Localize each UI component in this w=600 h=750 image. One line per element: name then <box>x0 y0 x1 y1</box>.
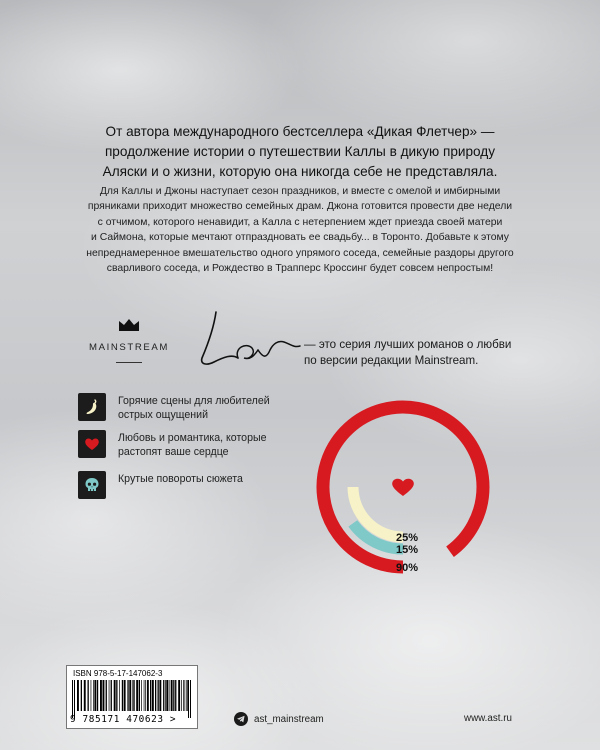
barcode-bar <box>178 680 180 711</box>
barcode-digits: 9 785171 470623 > <box>70 714 177 725</box>
barcode-bar <box>166 680 168 711</box>
synopsis-line: и Саймона, которые мечтают отпраздновать ее свадьбу... в Торонто. Добавьте к этому <box>91 232 509 244</box>
legend-item-hot <box>78 393 318 422</box>
lead-line: продолжение истории о путешествии Каллы в дикую природу <box>104 144 496 159</box>
ring-value-label: 25% <box>395 532 419 544</box>
barcode-bar <box>169 680 170 711</box>
isbn-text: ISBN 978-5-17-147062-3 <box>73 669 163 678</box>
lav-script-logo <box>194 300 304 370</box>
barcode-bar <box>74 680 75 718</box>
barcode-bar <box>155 680 156 711</box>
barcode-bar <box>139 680 140 711</box>
lead-line: От автора международного бестселлера «Дикая Флетчер» — <box>105 124 495 139</box>
barcode-bar <box>141 680 142 711</box>
synopsis-line: сварливого соседа, и Рождество в Трапперс Кроссинг будет совсем непростым! <box>106 263 494 275</box>
barcode-bar <box>171 680 173 711</box>
telegram-link[interactable] <box>234 712 324 726</box>
barcode-bar <box>173 680 174 711</box>
barcode-bar <box>129 680 131 711</box>
barcode-bar <box>186 680 187 711</box>
lead-line: Аляски и о жизни, которую она никогда себе не представляла. <box>102 164 498 179</box>
isbn-barcode <box>66 665 198 729</box>
barcode-bar <box>152 680 154 711</box>
brand-name: MAINSTREAM <box>89 342 169 353</box>
barcode-bar <box>147 680 149 711</box>
barcode-bar <box>91 680 92 711</box>
barcode-bar <box>181 680 182 711</box>
barcode-bar <box>124 680 126 711</box>
synopsis-paragraph <box>58 184 542 276</box>
series-description <box>304 337 536 369</box>
synopsis-line: Для Каллы и Джоны наступает сезон праздников, и вместе с омелой и имбирными <box>99 186 501 197</box>
barcode-bar <box>72 680 73 718</box>
barcode-bar <box>114 680 116 711</box>
website-link[interactable]: www.ast.ru <box>464 713 512 724</box>
synopsis-line: с отчимом, которого ненавидит, а Калла с нетерпением ждет приезда своей матери <box>97 216 503 228</box>
synopsis-line: непреднамеренное вмешательство одного упрямого соседа, семейные раздоры другого <box>86 247 514 259</box>
lead-paragraph <box>60 122 540 182</box>
series-line: — это серия лучших романов о любви <box>304 338 512 351</box>
barcode-bar <box>175 680 176 711</box>
barcode-bar <box>93 680 94 711</box>
telegram-icon <box>234 712 248 726</box>
heart-icon <box>83 435 101 453</box>
barcode-bar <box>163 680 164 711</box>
barcode-bar <box>81 680 82 711</box>
telegram-handle: ast_mainstream <box>254 713 324 725</box>
barcode-bar <box>159 680 161 711</box>
legend-icon-box <box>78 430 106 458</box>
crown-icon <box>118 318 140 332</box>
barcode-bar <box>122 680 123 711</box>
barcode-bar <box>188 680 189 718</box>
barcode-bar <box>111 680 112 711</box>
barcode-bar <box>136 680 138 711</box>
barcode-bar <box>106 680 107 711</box>
synopsis-line: пряниками приходит множество семейных драм. Джона готовится провести две недели <box>87 201 513 213</box>
rating-ring-svg <box>316 400 490 574</box>
legend-label: Любовь и романтика, которые растопят ваше сердце <box>118 432 267 458</box>
series-line: по версии редакции Mainstream. <box>304 354 479 367</box>
barcode-bar <box>109 680 110 711</box>
legend-label: Крутые повороты сюжета <box>118 473 243 485</box>
barcode-bar <box>144 680 145 711</box>
barcode-bar <box>119 680 120 711</box>
barcode-bar <box>150 680 151 711</box>
legend-item-love <box>78 430 318 459</box>
ring-value-label: 15% <box>395 544 419 556</box>
legend-label: Горячие сцены для любителей острых ощущений <box>118 395 270 421</box>
barcode-bar <box>132 680 133 711</box>
barcode-bar <box>190 680 191 718</box>
barcode-bar <box>97 680 98 711</box>
barcode-bar <box>145 680 146 711</box>
barcode-bar <box>165 680 166 711</box>
barcode-bar <box>88 680 89 711</box>
barcode-bar <box>84 680 86 711</box>
ring-value-label: 90% <box>395 562 419 574</box>
legend-icon-box <box>78 393 106 421</box>
barcode-bar <box>158 680 159 711</box>
legend-icon-box <box>78 471 106 499</box>
barcode-bar <box>116 680 117 711</box>
barcode-bar <box>94 680 96 711</box>
barcode-bar <box>100 680 102 711</box>
barcode-bar <box>134 680 135 711</box>
skull-icon <box>83 476 101 494</box>
mainstream-logo <box>74 318 184 363</box>
brand-underline <box>116 362 142 363</box>
barcode-bar <box>103 680 105 711</box>
rating-ring-chart <box>316 400 490 574</box>
barcode-bar <box>77 680 79 711</box>
legend-item-twists <box>78 471 318 499</box>
barcode-bar <box>185 680 186 711</box>
barcode-bar <box>183 680 184 711</box>
ring-center-heart <box>392 479 414 496</box>
barcode-bars <box>71 680 193 718</box>
barcode-bar <box>127 680 128 711</box>
chili-pepper-icon <box>83 398 101 416</box>
